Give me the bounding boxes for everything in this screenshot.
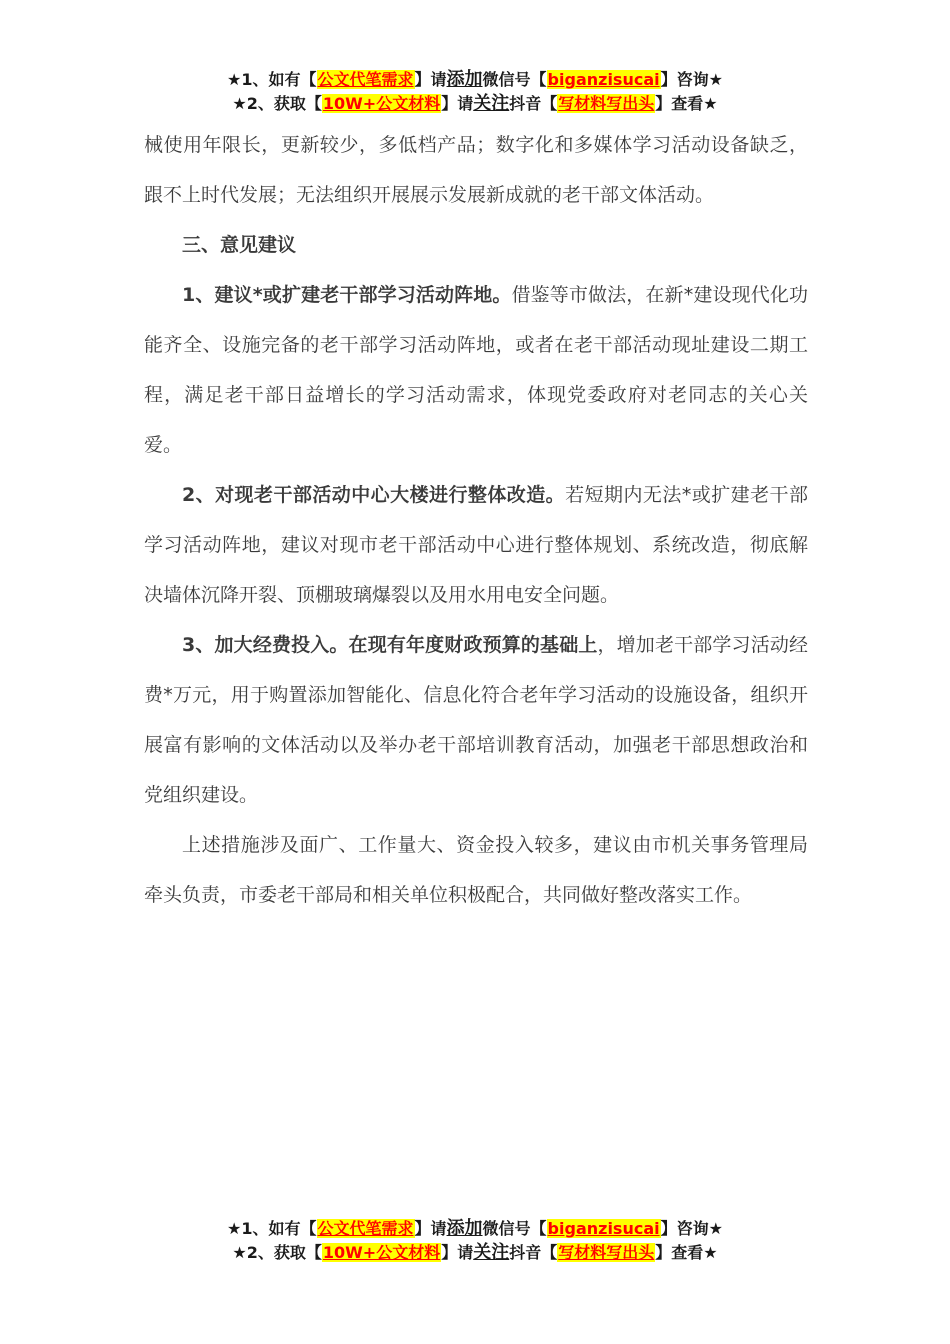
item-text: 借鉴等市做法，在新*建设现代化功能齐全、设施完备的老干部学习活动阵地，或者在老干部活动现址建设二期工程，满足老干部日益增长的学习活动需求，体现党委政府对老同志的关心关爱。 [144, 284, 808, 456]
banner-text: 】请 [414, 1219, 447, 1238]
banner-emphasis: 关注 [473, 1242, 510, 1263]
suggestion-item-1 [144, 270, 808, 470]
banner-line-1 [0, 68, 950, 92]
item-title: 1、建议*或扩建老干部学习活动阵地。 [182, 284, 512, 306]
section-heading: 三、意见建议 [182, 234, 297, 256]
banner-text: 】咨询★ [660, 1219, 723, 1238]
item-text: ，增加老干部学习活动经费*万元，用于购置添加智能化、信息化符合老年学习活动的设施设备，组织开展富有影响的文体活动以及举办老干部培训教育活动，加强老干部思想政治和党组织建设。 [144, 634, 808, 806]
closing-paragraph: 上述措施涉及面广、工作量大、资金投入较多，建议由市机关事务管理局牵头负责，市委老干部局和相关单位积极配合，共同做好整改落实工作。 [144, 834, 808, 906]
banner-text: ★1、如有【 [227, 70, 317, 89]
banner-text: 抖音【 [509, 94, 558, 113]
banner-emphasis: 添加 [446, 69, 483, 90]
banner-highlight: 写材料写出头 [558, 94, 655, 113]
item-title: 2、对现老干部活动中心大楼进行整体改造。 [182, 484, 566, 506]
paragraph-continuation: 械使用年限长，更新较少，多低档产品；数字化和多媒体学习活动设备缺乏，跟不上时代发展；无法组织开展展示发展新成就的老干部文体活动。 [144, 134, 808, 206]
suggestion-item-3 [144, 620, 808, 820]
banner-highlight: 公文代笔需求 [317, 1219, 414, 1238]
banner-text: 】查看★ [655, 1243, 718, 1262]
banner-emphasis: 关注 [473, 93, 510, 114]
banner-highlight: 公文代笔需求 [317, 70, 414, 89]
banner-text: ★1、如有【 [227, 1219, 317, 1238]
banner-text: 】请 [441, 1243, 474, 1262]
suggestion-item-2 [144, 470, 808, 620]
footer-banner [0, 1217, 950, 1265]
banner-text: 微信号【 [482, 1219, 547, 1238]
banner-line-1 [0, 1217, 950, 1241]
banner-text: 抖音【 [509, 1243, 558, 1262]
banner-line-2 [0, 92, 950, 116]
banner-line-2 [0, 1241, 950, 1265]
banner-text: 】查看★ [655, 94, 718, 113]
item-title: 3、加大经费投入。在现有年度财政预算的基础上 [182, 634, 598, 656]
item-text: 若短期内无法*或扩建老干部学习活动阵地，建议对现市老干部活动中心进行整体规划、系统改造，彻底解决墙体沉降开裂、顶棚玻璃爆裂以及用水用电安全问题。 [144, 484, 808, 606]
banner-text: 】咨询★ [660, 70, 723, 89]
banner-text: ★2、获取【 [232, 94, 322, 113]
banner-highlight: 写材料写出头 [558, 1243, 655, 1262]
banner-highlight: biganzisucai [547, 1219, 660, 1238]
banner-text: 】请 [414, 70, 447, 89]
header-banner [0, 68, 950, 116]
banner-highlight: 10W+公文材料 [322, 1243, 441, 1262]
banner-text: ★2、获取【 [232, 1243, 322, 1262]
document-body [144, 120, 808, 920]
banner-text: 】请 [441, 94, 474, 113]
banner-text: 微信号【 [482, 70, 547, 89]
banner-emphasis: 添加 [446, 1218, 483, 1239]
banner-highlight: biganzisucai [547, 70, 660, 89]
banner-highlight: 10W+公文材料 [322, 94, 441, 113]
